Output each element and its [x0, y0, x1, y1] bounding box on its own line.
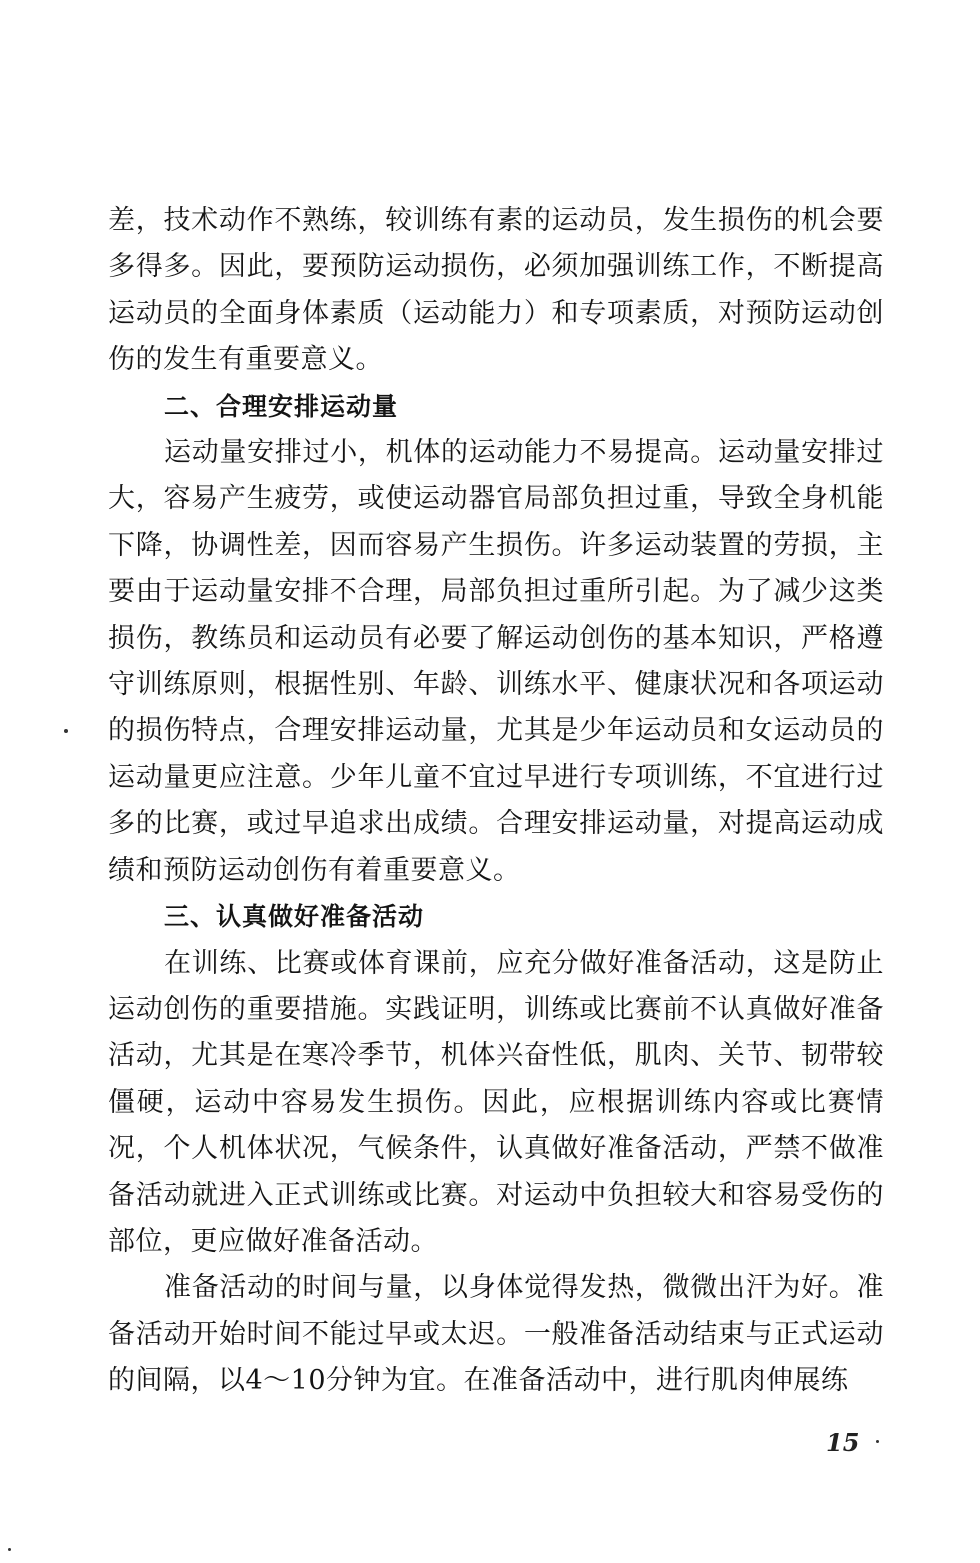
paragraph-warmup: 在训练、比赛或体育课前，应充分做好准备活动，这是防止运动创伤的重要措施。实践证明，训练或比赛前不认真做好准备活动，尤其是在寒冷季节，机体兴奋性低，肌肉、关节、韧带较僵硬，运动中容易发生损伤。因此，应根据训练内容或比赛情况，个人机体状况，气候条件，认真做好准备活动，严禁不做准备活动就进入正式训练或比赛。对运动中负担较大和容易受伤的部位，更应做好准备活动。 — [108, 947, 884, 1257]
paragraph-continuation: 差，技术动作不熟练，较训练有素的运动员，发生损伤的机会要多得多。因此，要预防运动损伤，必须加强训练工作，不断提高运动员的全面身体素质（运动能力）和专项素质，对预防运动创伤的发生有重要意义。 — [108, 205, 884, 376]
page-number: 15 — [826, 1428, 860, 1457]
margin-speck — [8, 1548, 11, 1551]
margin-speck — [64, 729, 68, 733]
paragraph-training-load: 运动量安排过小，机体的运动能力不易提高。运动量安排过大，容易产生疲劳，或使运动器官局部负担过重，导致全身机能下降，协调性差，因而容易产生损伤。许多运动装置的劳损，主要由于运动量安排不合理，局部负担过重所引起。为了减少这类损伤，教练员和运动员有必要了解运动创伤的基本知识，严格遵守训练原则，根据性别、年龄、训练水平、健康状况和各项运动的损伤特点，合理安排运动量，尤其是少年运动员和女运动员的运动量更应注意。少年儿童不宜过早进行专项训练，不宜进行过多的比赛，或过早追求出成绩。合理安排运动量，对提高运动成绩和预防运动创伤有着重要意义。 — [108, 437, 884, 886]
section-heading-3: 三、认真做好准备活动 — [164, 902, 425, 932]
page-body — [108, 198, 884, 1405]
section-heading-2: 二、合理安排运动量 — [164, 391, 399, 421]
paragraph-warmup-duration: 准备活动的时间与量，以身体觉得发热，微微出汗为好。准备活动开始时间不能过早或太迟。一般准备活动结束与正式运动的间隔，以4～10分钟为宜。在准备活动中，进行肌肉伸展练 — [108, 1272, 884, 1397]
margin-speck — [876, 1440, 879, 1443]
